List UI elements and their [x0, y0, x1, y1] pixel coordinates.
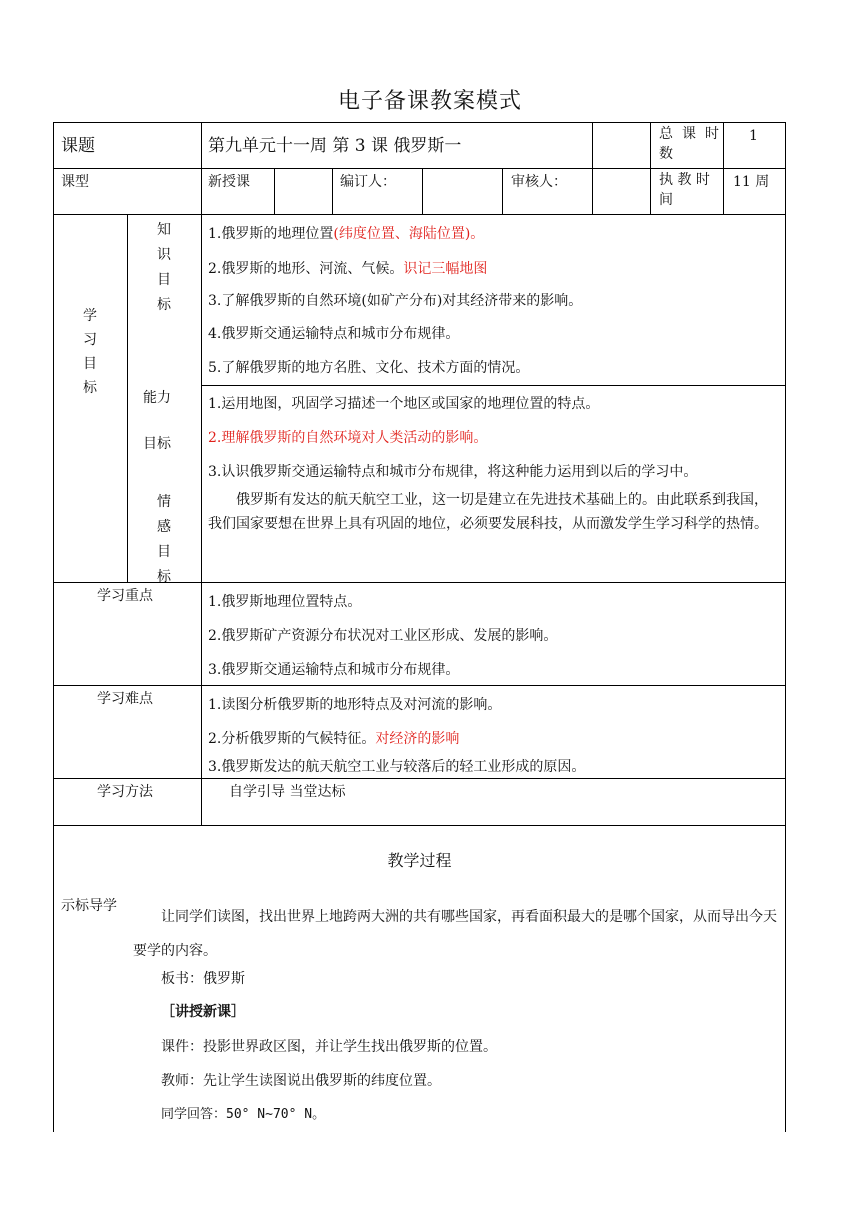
knowledge-item	[208, 324, 459, 344]
topic-value: 第九单元十一周 第 3 课 俄罗斯一	[208, 136, 462, 156]
total-hours-label: 总 课 时 数	[659, 126, 719, 162]
ability-label-top: 能力	[143, 390, 171, 406]
ability-item	[208, 394, 599, 414]
lesson-plan-table	[53, 122, 786, 1132]
difficulty-item-text: 1.读图分析俄罗斯的地形特点及对河流的影响。	[208, 697, 502, 713]
difficulty-item-text: 2.分析俄罗斯的气候特征。	[208, 731, 376, 747]
difficulty-item	[208, 729, 459, 749]
difficulties-label: 学习难点	[97, 691, 153, 707]
rule	[53, 685, 786, 686]
knowledge-label: 知识目标	[157, 222, 171, 313]
key-points-label: 学习重点	[97, 588, 153, 604]
rule	[53, 168, 786, 169]
rule	[650, 122, 651, 214]
rule	[127, 214, 128, 582]
type-label: 课型	[61, 174, 89, 190]
emotion-text: 俄罗斯有发达的航天航空工业，这一切是建立在先进技术基础上的。由此联系到我国，我们国家要想在世界上具有巩固的地位，必须要发展科技，从而激发学生学习科学的热情。	[208, 492, 768, 532]
knowledge-item	[208, 291, 582, 311]
difficulty-item	[208, 757, 585, 777]
type-value: 新授课	[208, 174, 250, 190]
exec-time-label: 执 教 时 间	[659, 172, 710, 208]
key-point-item: 2.俄罗斯矿产资源分布状况对工业区形成、发展的影响。	[208, 628, 558, 644]
rule	[53, 825, 786, 826]
rule	[274, 168, 275, 214]
method-label: 学习方法	[97, 784, 153, 800]
ability-label-bottom: 目标	[143, 436, 171, 452]
difficulty-item	[208, 695, 501, 715]
knowledge-item-text: 5.了解俄罗斯的地方名胜、文化、技术方面的情况。	[208, 360, 530, 376]
difficulty-item-highlight: 对经济的影响	[375, 731, 460, 747]
rule	[723, 122, 724, 214]
key-point-item: 1.俄罗斯地理位置特点。	[208, 594, 362, 610]
process-board: 板书：俄罗斯	[161, 971, 245, 987]
objectives-label: 学习目标	[83, 308, 97, 396]
ability-item-text: 1.运用地图，巩固学习描述一个地区或国家的地理位置的特点。	[208, 396, 600, 412]
rule	[201, 385, 786, 386]
knowledge-item	[208, 224, 484, 244]
editor-label: 编订人：	[340, 174, 396, 190]
rule	[502, 168, 503, 214]
knowledge-item	[208, 259, 487, 279]
rule	[53, 214, 786, 215]
exec-time-value: 11 周	[733, 174, 770, 190]
knowledge-item	[208, 358, 529, 378]
key-point-item: 3.俄罗斯交通运输特点和城市分布规律。	[208, 662, 460, 678]
ability-item-highlight: 2.理解俄罗斯的自然环境对人类活动的影响。	[208, 430, 488, 446]
rule	[332, 168, 333, 214]
rule	[785, 122, 786, 1132]
rule	[53, 122, 786, 123]
total-hours-value: 1	[749, 128, 758, 144]
process-line: 课件：投影世界政区图，并让学生找出俄罗斯的位置。	[161, 1039, 497, 1055]
reviewer-label: 审核人：	[511, 174, 567, 190]
process-line: 教师：先让学生读图说出俄罗斯的纬度位置。	[161, 1073, 441, 1089]
knowledge-item-text: 1.俄罗斯的地理位置	[208, 226, 334, 242]
difficulty-item-text: 3.俄罗斯发达的航天航空工业与较落后的轻工业形成的原因。	[208, 759, 586, 775]
knowledge-item-highlight: 识记三幅地图	[403, 261, 488, 277]
ability-item	[208, 428, 487, 448]
knowledge-item-text: 2.俄罗斯的地形、河流、气候。	[208, 261, 404, 277]
topic-label: 课题	[61, 136, 95, 156]
process-intro: 让同学们读图，找出世界上地跨两大洲的共有哪些国家，再看面积最大的是哪个国家，从而导出今天要学的内容。	[133, 909, 777, 959]
ability-item-text: 3.认识俄罗斯交通运输特点和城市分布规律，将这种能力运用到以后的学习中。	[208, 464, 698, 480]
rule	[422, 168, 423, 214]
rule	[201, 122, 202, 825]
ability-item	[208, 462, 697, 482]
rule	[53, 778, 786, 779]
process-line: 同学回答：50° N~70° N。	[161, 1107, 326, 1122]
process-section-heading: ［讲授新课］	[161, 1004, 245, 1020]
knowledge-item-highlight: (纬度位置、海陆位置)。	[333, 226, 485, 242]
knowledge-item-text: 3.了解俄罗斯的自然环境(如矿产分布)对其经济带来的影响。	[208, 293, 583, 309]
rule	[53, 122, 54, 1132]
process-side-label: 示标导学	[61, 898, 117, 914]
emotion-label: 情感目标	[157, 494, 171, 585]
method-value: 自学引导 当堂达标	[229, 784, 346, 800]
document-title: 电子备课教案模式	[337, 89, 522, 114]
process-title: 教学过程	[387, 851, 452, 870]
rule	[592, 122, 593, 214]
knowledge-item-text: 4.俄罗斯交通运输特点和城市分布规律。	[208, 326, 460, 342]
